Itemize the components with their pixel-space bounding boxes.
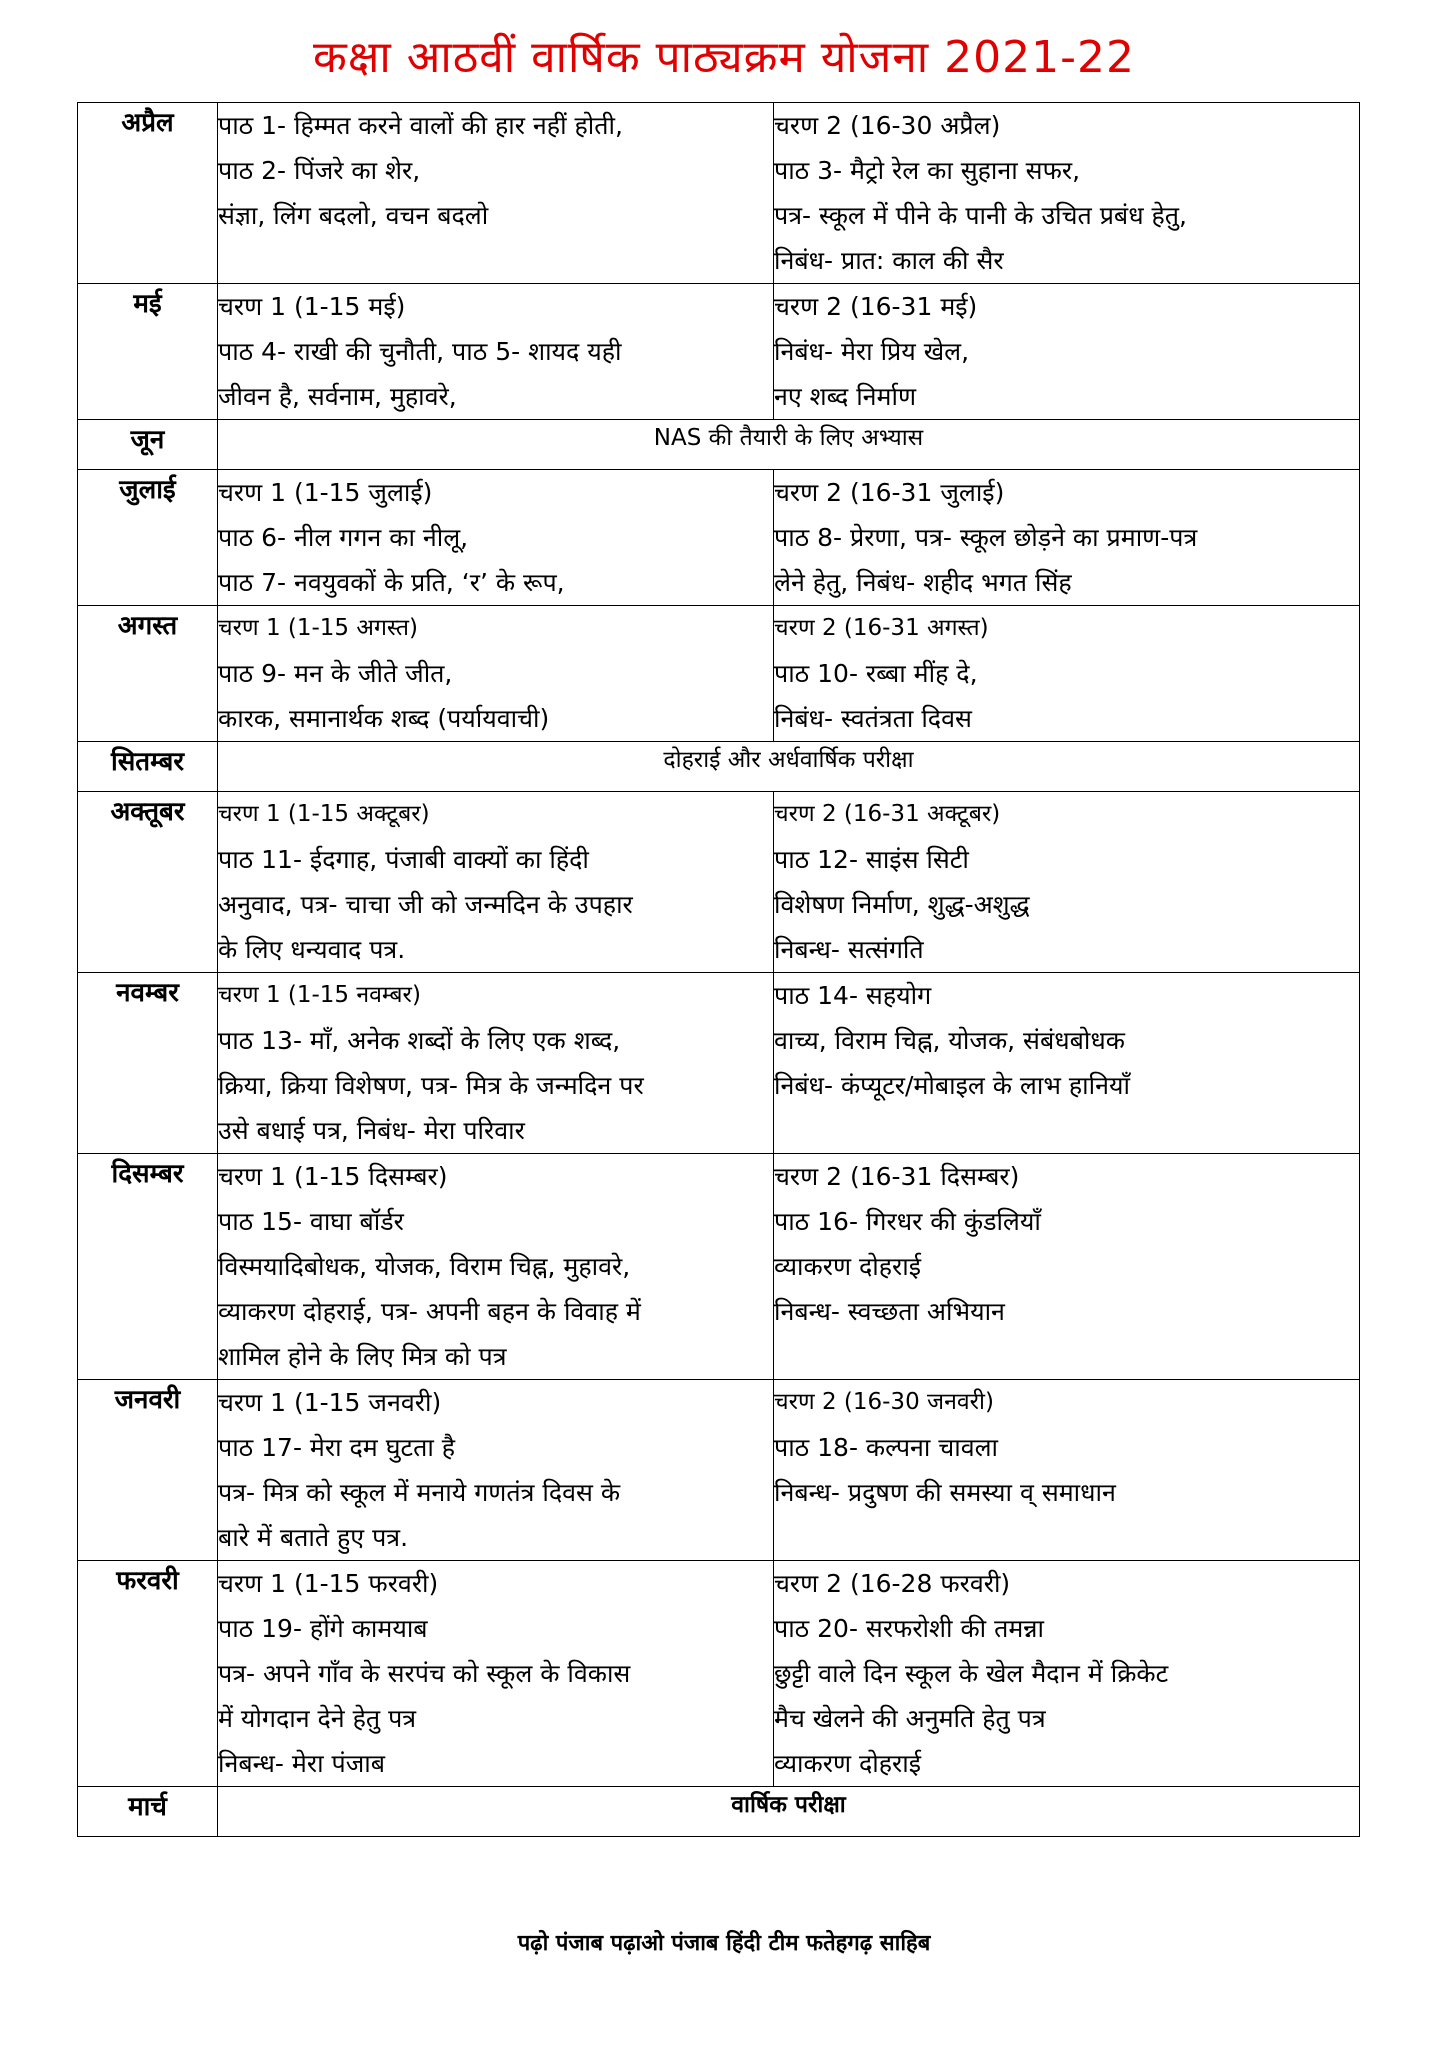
content-line: चरण 1 (1-15 जुलाई) — [218, 478, 433, 507]
content-line: विशेषण निर्माण, शुद्ध-अशुद्ध — [774, 890, 1030, 919]
month-label: मार्च — [78, 1787, 218, 1837]
phase-1-cell — [218, 470, 774, 606]
content-line: पाठ 8- प्रेरणा, पत्र- स्कूल छोड़ने का प्रमाण-पत्र — [774, 523, 1198, 552]
month-row-may — [78, 284, 1360, 420]
content-line: निबन्ध- प्रदुषण की समस्या व् समाधान — [774, 1478, 1116, 1507]
phase-1-cell — [218, 1561, 774, 1787]
content-line: जीवन है, सर्वनाम, मुहावरे, — [218, 382, 457, 411]
content-line: पाठ 16- गिरधर की कुंडलियाँ — [774, 1207, 1041, 1236]
content-line: छुट्टी वाले दिन स्कूल के खेल मैदान में क्रिकेट — [774, 1659, 1169, 1688]
month-row-march — [78, 1787, 1360, 1837]
content-line: पाठ 2- पिंजरे का शेर, — [218, 156, 421, 185]
content-line: नए शब्द निर्माण — [774, 382, 917, 411]
syllabus-table-body — [78, 103, 1360, 1837]
content-line: निबन्ध- स्वच्छता अभियान — [774, 1297, 1005, 1326]
content-line: निबन्ध- सत्संगति — [774, 935, 924, 964]
content-line: चरण 1 (1-15 दिसम्बर) — [218, 1162, 448, 1191]
month-label: जून — [78, 420, 218, 470]
month-label: नवम्बर — [78, 973, 218, 1154]
content-line: चरण 2 (16-28 फरवरी) — [774, 1569, 1011, 1598]
content-line: निबंध- प्रात: काल की सैर — [774, 246, 1004, 275]
content-line: पत्र- मित्र को स्कूल में मनाये गणतंत्र दिवस के — [218, 1478, 621, 1507]
phase-2-cell — [774, 1380, 1360, 1561]
content-line: चरण 1 (1-15 अक्टूबर) — [218, 801, 430, 827]
month-row-july — [78, 470, 1360, 606]
content-line: संज्ञा, लिंग बदलो, वचन बदलो — [218, 201, 489, 230]
content-line: चरण 2 (16-31 अगस्त) — [774, 615, 989, 641]
content-line: चरण 1 (1-15 मई) — [218, 292, 406, 321]
phase-2-cell — [774, 792, 1360, 973]
content-line: व्याकरण दोहराई — [774, 1252, 921, 1281]
content-line: अनुवाद, पत्र- चाचा जी को जन्मदिन के उपहार — [218, 890, 633, 919]
month-label: जनवरी — [78, 1380, 218, 1561]
content-line: निबन्ध- मेरा पंजाब — [218, 1749, 385, 1778]
content-line: पाठ 13- माँ, अनेक शब्दों के लिए एक शब्द, — [218, 1026, 621, 1055]
content-line: चरण 1 (1-15 जनवरी) — [218, 1388, 442, 1417]
month-row-february — [78, 1561, 1360, 1787]
phase-1-cell — [218, 973, 774, 1154]
page-title: कक्षा आठवीं वार्षिक पाठ्यक्रम योजना 2021-22 — [313, 32, 1135, 83]
month-full-activity: NAS की तैयारी के लिए अभ्यास — [218, 420, 1360, 470]
content-line: पाठ 9- मन के जीते जीत, — [218, 659, 453, 688]
content-line: शामिल होने के लिए मित्र को पत्र — [218, 1342, 507, 1371]
phase-1-cell — [218, 284, 774, 420]
content-line: चरण 2 (16-31 अक्टूबर) — [774, 801, 1001, 827]
phase-2-cell — [774, 470, 1360, 606]
phase-1-cell — [218, 1154, 774, 1380]
month-full-activity: वार्षिक परीक्षा — [218, 1787, 1360, 1837]
month-row-june — [78, 420, 1360, 470]
content-line: पाठ 7- नवयुवकों के प्रति, ‘र’ के रूप, — [218, 568, 565, 597]
content-line: पाठ 18- कल्पना चावला — [774, 1433, 999, 1462]
content-line: निबंध- कंप्यूटर/मोबाइल के लाभ हानियाँ — [774, 1071, 1130, 1100]
content-line: व्याकरण दोहराई — [774, 1749, 921, 1778]
content-line: चरण 1 (1-15 नवम्बर) — [218, 982, 421, 1008]
month-row-october — [78, 792, 1360, 973]
content-line: व्याकरण दोहराई, पत्र- अपनी बहन के विवाह में — [218, 1297, 641, 1326]
month-label: दिसम्बर — [78, 1154, 218, 1380]
content-line: पत्र- अपने गाँव के सरपंच को स्कूल के विकास — [218, 1659, 631, 1688]
month-label: फरवरी — [78, 1561, 218, 1787]
phase-2-cell — [774, 973, 1360, 1154]
syllabus-table — [77, 102, 1360, 1837]
phase-2-cell — [774, 606, 1360, 742]
content-line: क्रिया, क्रिया विशेषण, पत्र- मित्र के जन्मदिन पर — [218, 1071, 644, 1100]
month-row-august — [78, 606, 1360, 742]
content-line: कारक, समानार्थक शब्द (पर्यायवाची) — [218, 704, 550, 733]
month-row-september — [78, 742, 1360, 792]
content-line: पाठ 3- मैट्रो रेल का सुहाना सफर, — [774, 156, 1081, 185]
phase-1-cell — [218, 103, 774, 284]
content-line: चरण 2 (16-31 दिसम्बर) — [774, 1162, 1020, 1191]
phase-2-cell — [774, 284, 1360, 420]
content-line: मैच खेलने की अनुमति हेतु पत्र — [774, 1704, 1046, 1733]
content-line: चरण 1 (1-15 अगस्त) — [218, 615, 418, 641]
content-line: चरण 2 (16-31 जुलाई) — [774, 478, 1005, 507]
month-label: अप्रैल — [78, 103, 218, 284]
month-row-january — [78, 1380, 1360, 1561]
content-line: चरण 1 (1-15 फरवरी) — [218, 1569, 439, 1598]
content-line: चरण 2 (16-31 मई) — [774, 292, 978, 321]
content-line: पाठ 14- सहयोग — [774, 981, 932, 1010]
month-row-december — [78, 1154, 1360, 1380]
month-label: अक्तूबर — [78, 792, 218, 973]
content-line: पाठ 17- मेरा दम घुटता है — [218, 1433, 456, 1462]
footer-credit: पढ़ो पंजाब पढ़ाओ पंजाब हिंदी टीम फतेहगढ़ साहिब — [517, 1931, 931, 1956]
content-line: निबंध- स्वतंत्रता दिवस — [774, 704, 972, 733]
content-line: उसे बधाई पत्र, निबंध- मेरा परिवार — [218, 1116, 525, 1145]
phase-2-cell — [774, 103, 1360, 284]
content-line: के लिए धन्यवाद पत्र. — [218, 935, 406, 964]
phase-1-cell — [218, 792, 774, 973]
content-line: पाठ 11- ईदगाह, पंजाबी वाक्यों का हिंदी — [218, 845, 589, 874]
month-row-april — [78, 103, 1360, 284]
content-line: पाठ 12- साइंस सिटी — [774, 845, 969, 874]
content-line: में योगदान देने हेतु पत्र — [218, 1704, 417, 1733]
phase-1-cell — [218, 606, 774, 742]
content-line: विस्मयादिबोधक, योजक, विराम चिह्न, मुहावरे, — [218, 1252, 631, 1281]
content-line: निबंध- मेरा प्रिय खेल, — [774, 337, 970, 366]
content-line: पाठ 19- होंगे कामयाब — [218, 1614, 428, 1643]
month-label: जुलाई — [78, 470, 218, 606]
content-line: पाठ 4- राखी की चुनौती, पाठ 5- शायद यही — [218, 337, 622, 366]
content-line: चरण 2 (16-30 अप्रैल) — [774, 111, 1001, 140]
month-label: अगस्त — [78, 606, 218, 742]
content-line: चरण 2 (16-30 जनवरी) — [774, 1389, 994, 1415]
content-line: पाठ 1- हिम्मत करने वालों की हार नहीं होती, — [218, 111, 623, 140]
content-line: पाठ 10- रब्बा मींह दे, — [774, 659, 978, 688]
content-line: बारे में बताते हुए पत्र. — [218, 1523, 409, 1552]
content-line: वाच्य, विराम चिह्न, योजक, संबंधबोधक — [774, 1026, 1125, 1055]
content-line: पत्र- स्कूल में पीने के पानी के उचित प्रबंध हेतु, — [774, 201, 1187, 230]
content-line: लेने हेतु, निबंध- शहीद भगत सिंह — [774, 568, 1072, 597]
content-line: पाठ 20- सरफरोशी की तमन्ना — [774, 1614, 1044, 1643]
month-row-november — [78, 973, 1360, 1154]
month-label: सितम्बर — [78, 742, 218, 792]
month-label: मई — [78, 284, 218, 420]
phase-1-cell — [218, 1380, 774, 1561]
month-full-activity: दोहराई और अर्धवार्षिक परीक्षा — [218, 742, 1360, 792]
phase-2-cell — [774, 1154, 1360, 1380]
content-line: पाठ 15- वाघा बॉर्डर — [218, 1207, 404, 1236]
phase-2-cell — [774, 1561, 1360, 1787]
content-line: पाठ 6- नील गगन का नीलू, — [218, 523, 469, 552]
